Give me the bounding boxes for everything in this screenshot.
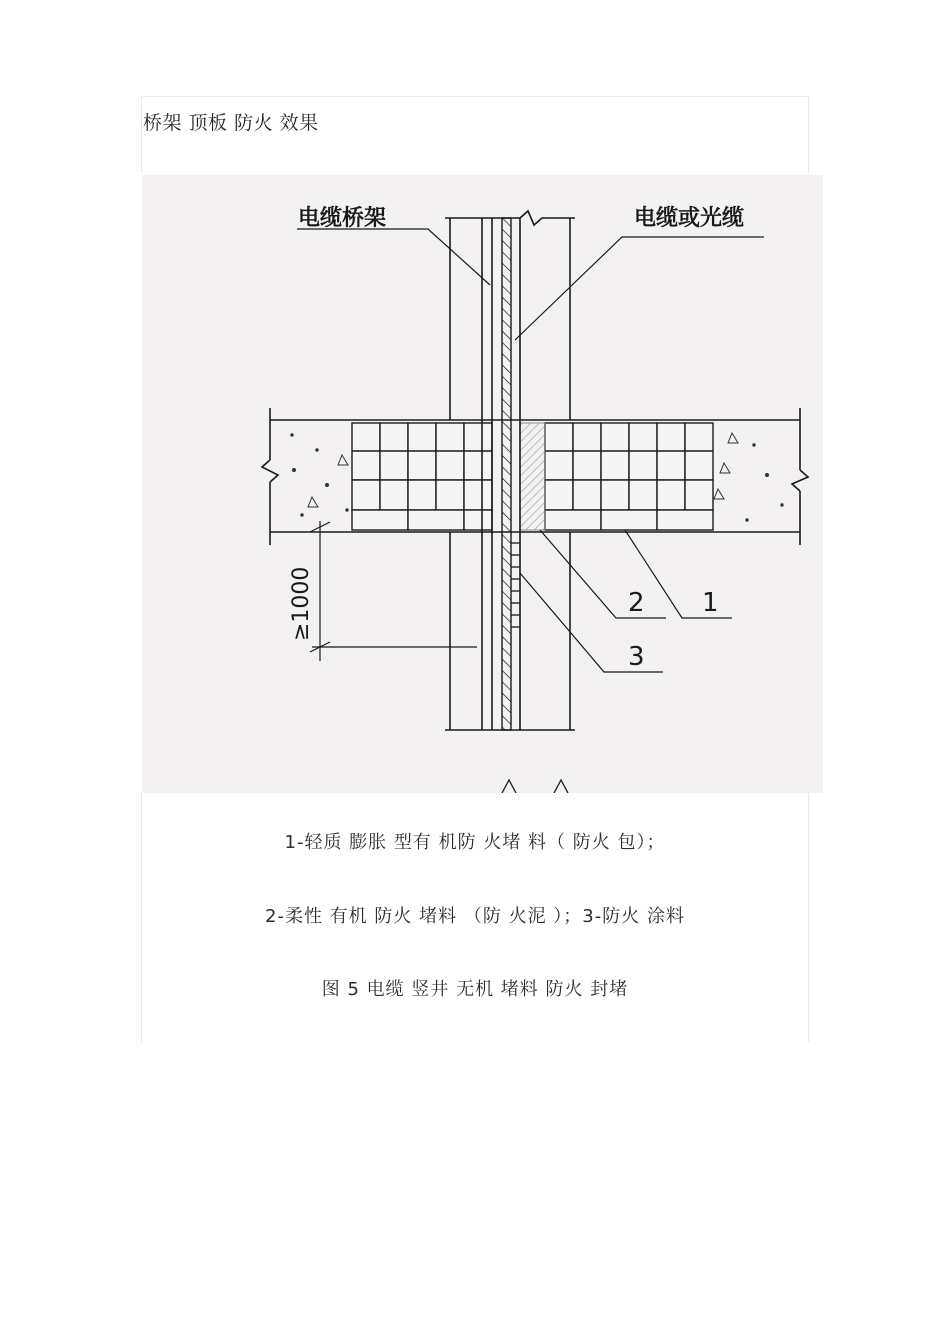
label-dimension: ≥1000 [289,566,314,641]
section-marks [502,780,568,793]
concrete-marks-left [291,434,348,516]
caption-legend-2: 2-柔性 有机 防火 堵料 （防 火泥 ）；3-防火 涂料 [265,906,685,927]
figure-caption: 图 5 电缆 竖井 无机 堵料 防火 封堵 [321,979,629,1000]
frame-right-top [808,96,809,172]
frame-left-top [141,96,142,172]
callout-1: 1 [702,588,719,618]
brick-fill-right [545,423,713,530]
label-cable: 电缆或光缆 [634,206,745,231]
label-cable-tray: 电缆桥架 [298,206,387,231]
cable-bundle [502,218,511,730]
page-heading: 桥架 顶板 防火 效果 [143,112,319,134]
brick-fill-left [352,423,492,530]
caption-legend-1: 1-轻质 膨胀 型有 机防 火堵 料（ 防火 包）； [284,832,666,853]
callout-3: 3 [628,642,645,672]
fire-coating-ticks [511,543,520,627]
callout-2: 2 [628,588,645,618]
concrete-marks-right [714,433,783,521]
fire-putty-block [520,423,545,530]
fire-seal-drawing [142,175,823,793]
dimension [310,521,477,661]
